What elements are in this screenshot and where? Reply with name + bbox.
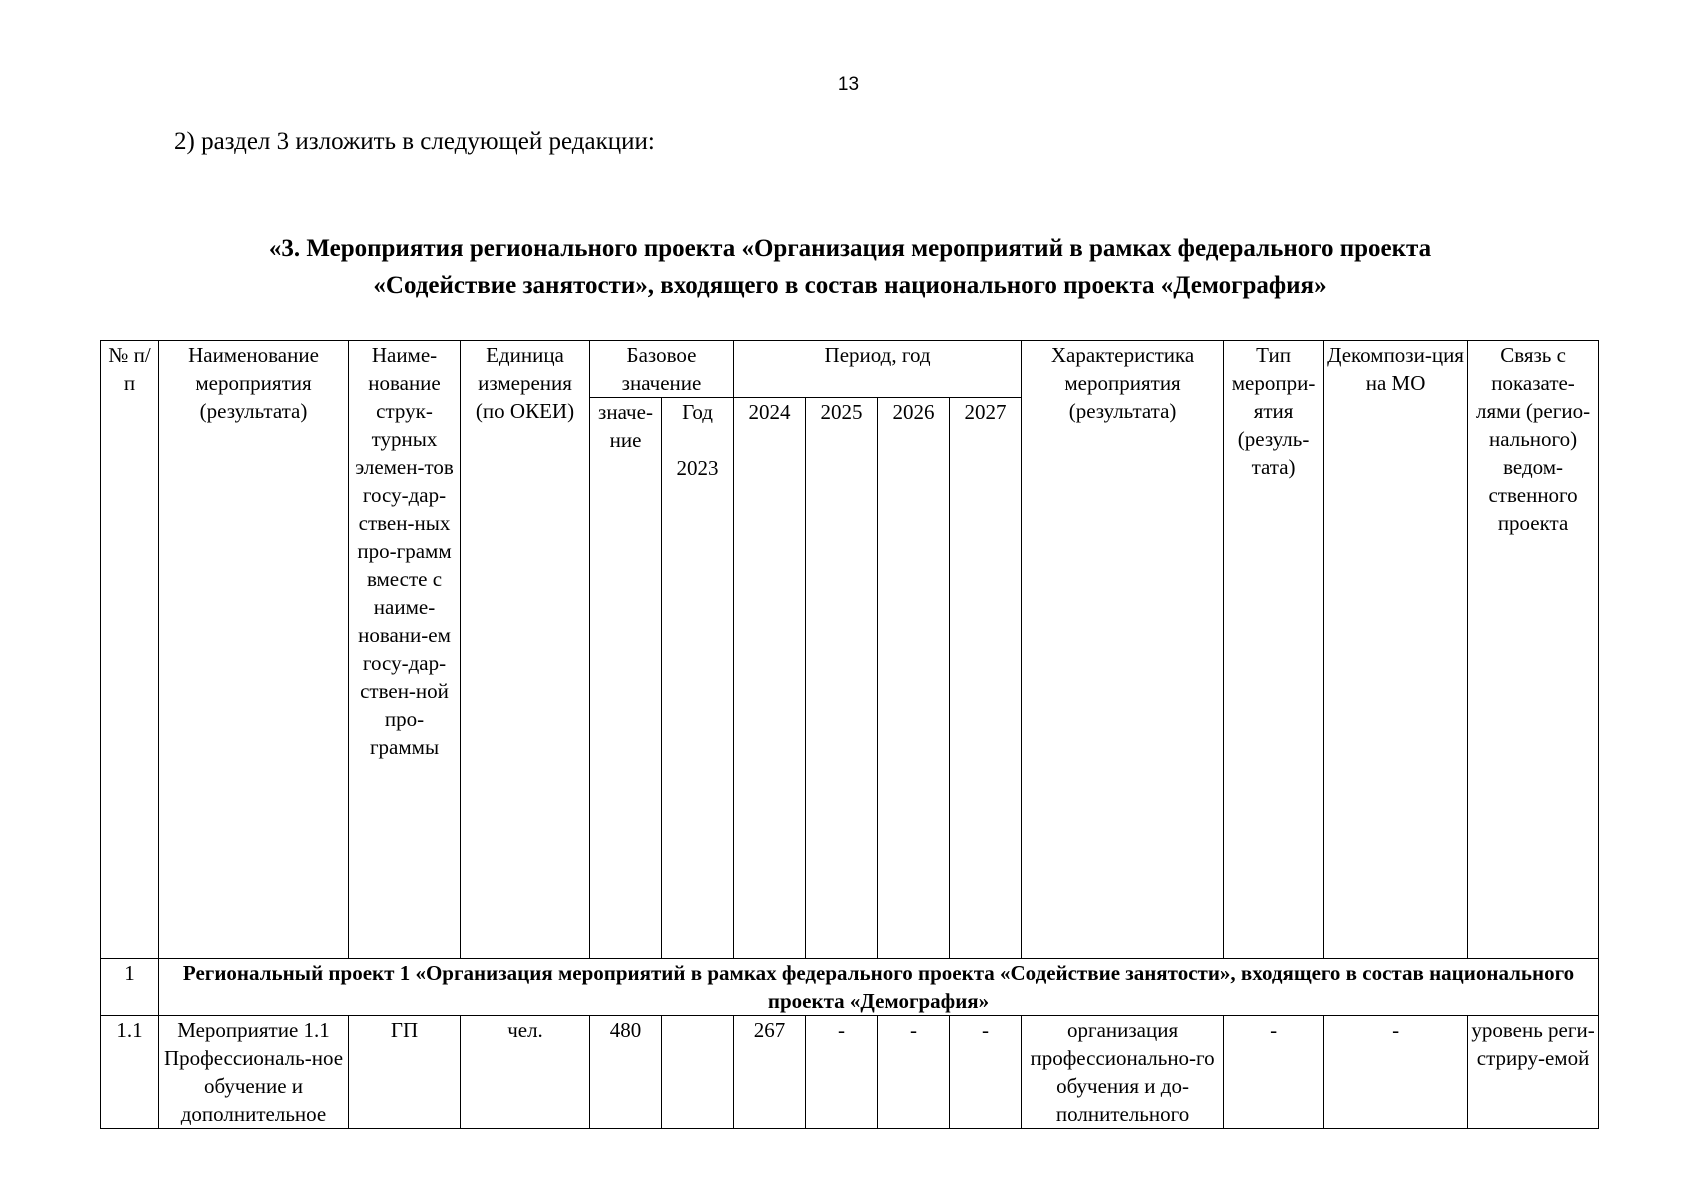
header-struct: Наиме-нование струк-турных элемен-тов госу-дар-ствен-ных про-грамм вместе с наиме-новани-ем госу-дар-ствен-ной про-граммы <box>349 341 461 959</box>
header-base-year-label: Год <box>682 400 713 424</box>
header-link: Связь с показате-лями (регио-нального) ведом-ственного проекта <box>1468 341 1599 959</box>
item-base-value: 480 <box>590 1016 662 1129</box>
item-2026: - <box>878 1016 950 1129</box>
activities-table <box>100 340 1599 1129</box>
header-year-2027: 2027 <box>950 398 1022 959</box>
section-title-line-1: «3. Мероприятия регионального проекта «Организация мероприятий в рамках федерального проекта <box>268 235 1432 262</box>
item-name: Мероприятие 1.1 Профессиональ-ное обучение и дополнительное <box>159 1016 349 1129</box>
item-2025: - <box>806 1016 878 1129</box>
item-struct: ГП <box>349 1016 461 1129</box>
header-characteristic: Характеристика мероприятия (результата) <box>1022 341 1224 959</box>
header-base-year-value: 2023 <box>676 456 719 480</box>
item-type: - <box>1224 1016 1324 1129</box>
header-base: Базовое значение <box>590 341 734 398</box>
item-2024: 267 <box>734 1016 806 1129</box>
item-characteristic: организация профессионально-го обучения и до-полнительного <box>1022 1016 1224 1129</box>
header-name: Наименование мероприятия (результата) <box>159 341 349 959</box>
header-year-2024: 2024 <box>734 398 806 959</box>
header-base-year <box>662 398 734 959</box>
header-row-1 <box>101 341 1599 398</box>
item-base-year <box>662 1016 734 1129</box>
header-decomposition: Декомпози-ция на МО <box>1324 341 1468 959</box>
table-row <box>101 1016 1599 1129</box>
item-2027: - <box>950 1016 1022 1129</box>
header-period: Период, год <box>734 341 1022 398</box>
header-unit: Единица измерения (по ОКЕИ) <box>461 341 590 959</box>
project-num: 1 <box>101 959 159 1016</box>
item-num: 1.1 <box>101 1016 159 1129</box>
header-year-2025: 2025 <box>806 398 878 959</box>
page-number: 13 <box>837 74 860 95</box>
section-title-line-2: «Содействие занятости», входящего в состав национального проекта «Демография» <box>373 272 1327 299</box>
item-link: уровень реги-стриру-емой <box>1468 1016 1599 1129</box>
header-year-2026: 2026 <box>878 398 950 959</box>
header-base-value: значе-ние <box>590 398 662 959</box>
project-title: Региональный проект 1 «Организация мероприятий в рамках федерального проекта «Содействие занятости», входящего в состав национального проекта «Демография» <box>159 959 1599 1016</box>
item-unit: чел. <box>461 1016 590 1129</box>
item-decomposition: - <box>1324 1016 1468 1129</box>
section-title <box>100 230 1600 304</box>
header-num: № п/п <box>101 341 159 959</box>
project-row <box>101 959 1599 1016</box>
header-type: Тип меропри-ятия (резуль-тата) <box>1224 341 1324 959</box>
intro-text: 2) раздел 3 изложить в следующей редакции: <box>174 128 655 155</box>
